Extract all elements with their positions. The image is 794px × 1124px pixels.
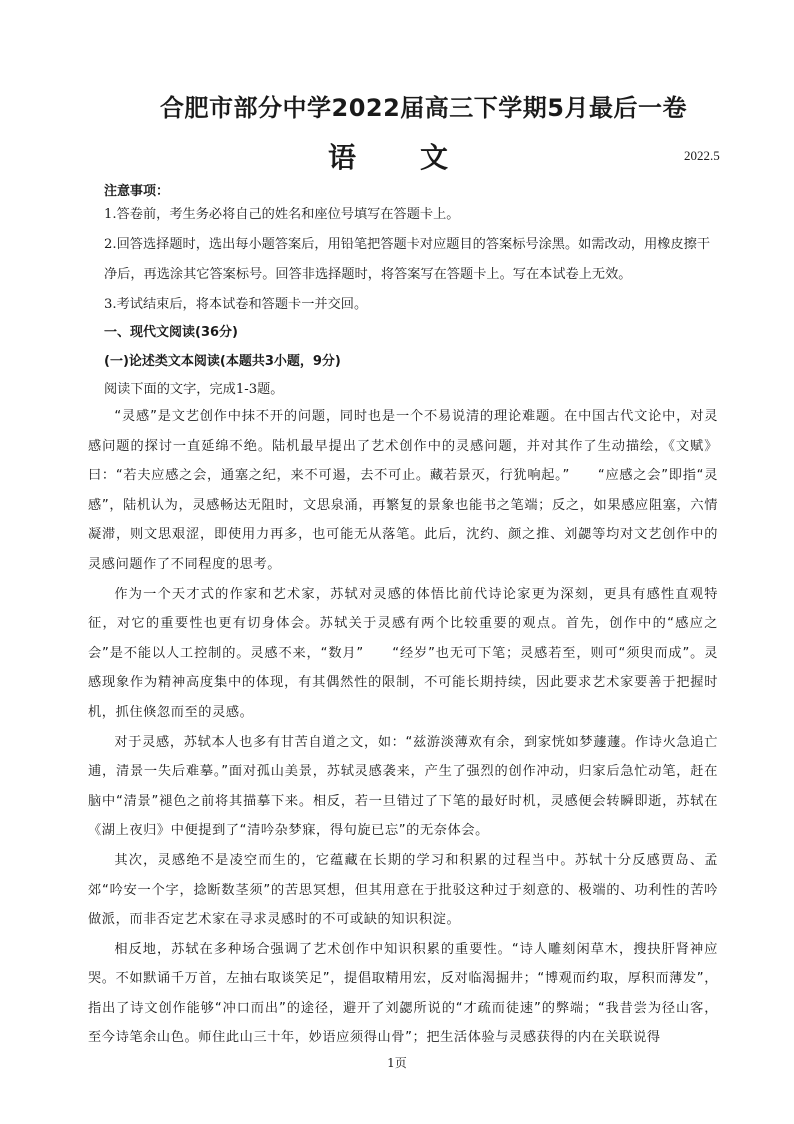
article-body [88, 402, 718, 1053]
article-paragraph: 相反地，苏轼在多种场合强调了艺术创作中知识积累的重要性。“诗人雕刻闲草木，搜抉肝肾神应哭。不如默诵千万首，左抽右取谈笑足”，提倡取精用宏，反对临渴掘井；“博观而约取，厚积而薄发”，指出了诗文创作能够“冲口而出”的途径，避开了刘勰所说的“才疏而徒速”的弊端；“我昔尝为径山客，至今诗笔余山色。师住此山三十年，妙语应须得山骨”；把生活体验与灵感获得的内在关联说得 [88, 941, 718, 1046]
exam-title: 合肥市部分中学2022届高三下学期5月最后一卷 [160, 94, 687, 122]
article-paragraph: “灵感”是文艺创作中抹不开的问题，同时也是一个不易说清的理论难题。在中国古代文论中，对灵感问题的探讨一直延绵不绝。陆机最早提出了艺术创作中的灵感问题，并对其作了生动描绘，《文赋》曰：“若夫应感之会，通塞之纪，来不可遏，去不可止。藏若景灭，行犹响起。” “应感之会”即指“灵感”，陆机认为，灵感畅达无阻时，文思泉涌，再繁复的景象也能书之笔端；反之，如果感应阻塞，六情凝滞，则文思艰涩，即使用力再多，也可能无从落笔。此后，沈约、颜之推、刘勰等均对文艺创作中的灵感问题作了不同程度的思考。 [88, 409, 718, 572]
article-paragraph: 作为一个天才式的作家和艺术家，苏轼对灵感的体悟比前代诗论家更为深刻，更具有感性直观特征，对它的重要性也更有切身体会。苏轼关于灵感有两个比较重要的观点。首先，创作中的“感应之会”是不能以人工控制的。灵感不来，“数月” “经岁”也无可下笔；灵感若至，则可“须臾而成”。灵感现象作为精神高度集中的体现，有其偶然性的限制，不可能长期持续，因此要求艺术家要善于把握时机，抓住倏忽而至的灵感。 [88, 586, 718, 720]
article-paragraph: 其次，灵感绝不是凌空而生的，它蕴藏在长期的学习和积累的过程当中。苏轼十分反感贾岛、孟郊“吟安一个字，捻断数茎须”的苦思冥想，但其用意在于批驳这种过于刻意的、极端的、功利性的苦吟做派，而非否定艺术家在寻求灵感时的不可或缺的知识积淀。 [88, 852, 718, 928]
section-heading: 一、现代文阅读(36分) [104, 325, 238, 340]
notice-item-2: 2.回答选择题时，选出每小题答案后，用铅笔把答题卡对应题目的答案标号涂黑。如需改动，用橡皮擦干净后，再选涂其它答案标号。回答非选择题时，将答案写在答题卡上。写在本试卷上无效。 [104, 237, 711, 282]
subsection-heading: (一)论述类文本阅读(本题共3小题，9分) [104, 354, 341, 369]
notice-item-3: 3.考试结束后，将本试卷和答题卡一并交回。 [104, 297, 368, 312]
notice-heading: 注意事项： [104, 184, 170, 199]
exam-date: 2022.5 [684, 148, 720, 163]
page-number: 1页 [387, 1056, 407, 1070]
subject-title: 语文 [328, 141, 513, 174]
reading-instruction: 阅读下面的文字，完成1-3题。 [104, 382, 284, 397]
article-paragraph: 对于灵感，苏轼本人也多有甘苦自道之文，如：“兹游淡薄欢有余，到家恍如梦蘧蘧。作诗火急追亡逋，清景一失后难摹。”面对孤山美景，苏轼灵感袭来，产生了强烈的创作冲动，归家后急忙动笔，赶在脑中“清景”褪色之前将其描摹下来。相反，若一旦错过了下笔的最好时机，灵感便会转瞬即逝，苏轼在《湖上夜归》中便提到了“清吟杂梦寐，得句旋已忘”的无奈体会。 [88, 734, 718, 839]
notice-item-1: 1.答卷前，考生务必将自己的姓名和座位号填写在答题卡上。 [104, 207, 460, 222]
